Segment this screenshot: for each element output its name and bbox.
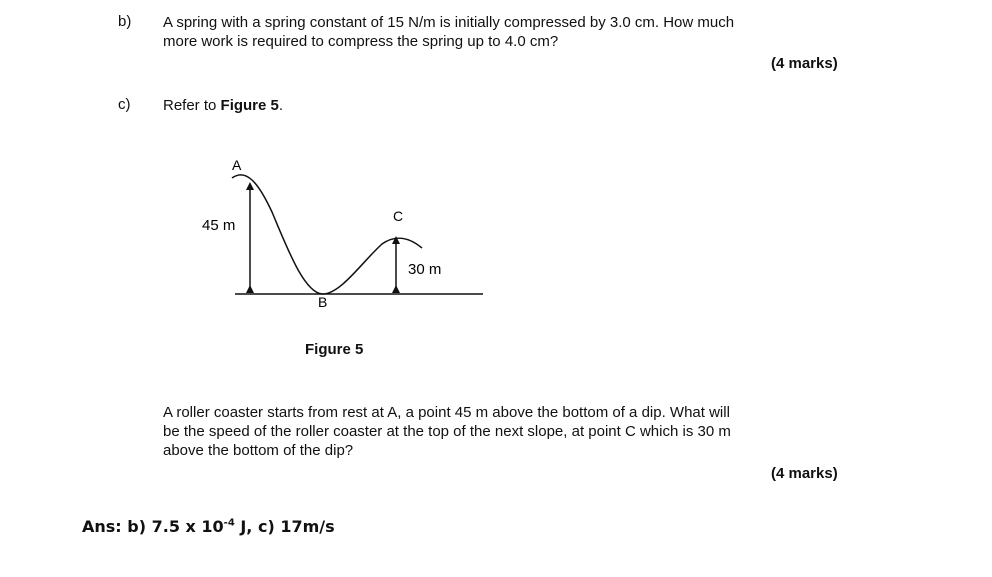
part-c-intro-prefix: Refer to — [163, 97, 221, 114]
answer-suffix: J, c) 17m/s — [234, 517, 335, 536]
part-c-line-3: above the bottom of the dip? — [163, 442, 354, 459]
answer-exponent: -4 — [223, 517, 235, 529]
answer-line — [82, 517, 335, 536]
part-c-line-2: be the speed of the roller coaster at the top of the next slope, at point C which is 30 m — [163, 423, 731, 440]
point-a-label: A — [232, 157, 242, 173]
part-c-marks: (4 marks) — [771, 465, 838, 482]
part-c-intro-suffix: . — [278, 97, 284, 114]
part-c-label: c) — [118, 96, 131, 113]
point-c-label: C — [393, 208, 404, 224]
height-c-label: 30 m — [408, 261, 442, 278]
part-c-line-1: A roller coaster starts from rest at A, a point 45 m above the bottom of a dip. What will — [163, 404, 730, 421]
figure-caption: Figure 5 — [305, 341, 364, 358]
part-b-marks: (4 marks) — [771, 55, 838, 72]
point-b-label: B — [318, 294, 328, 310]
figure-reference: Figure 5 — [220, 97, 279, 114]
height-a-label: 45 m — [202, 217, 236, 234]
answer-prefix: Ans: b) 7.5 x 10 — [82, 517, 224, 536]
part-b-line-1: A spring with a spring constant of 15 N/m is initially compressed by 3.0 cm. How much — [163, 14, 735, 31]
part-c-question — [163, 403, 863, 460]
part-b-line-2: more work is required to compress the spring up to 4.0 cm? — [163, 33, 559, 50]
track-curve — [232, 175, 422, 294]
part-b-label: b) — [118, 13, 132, 30]
